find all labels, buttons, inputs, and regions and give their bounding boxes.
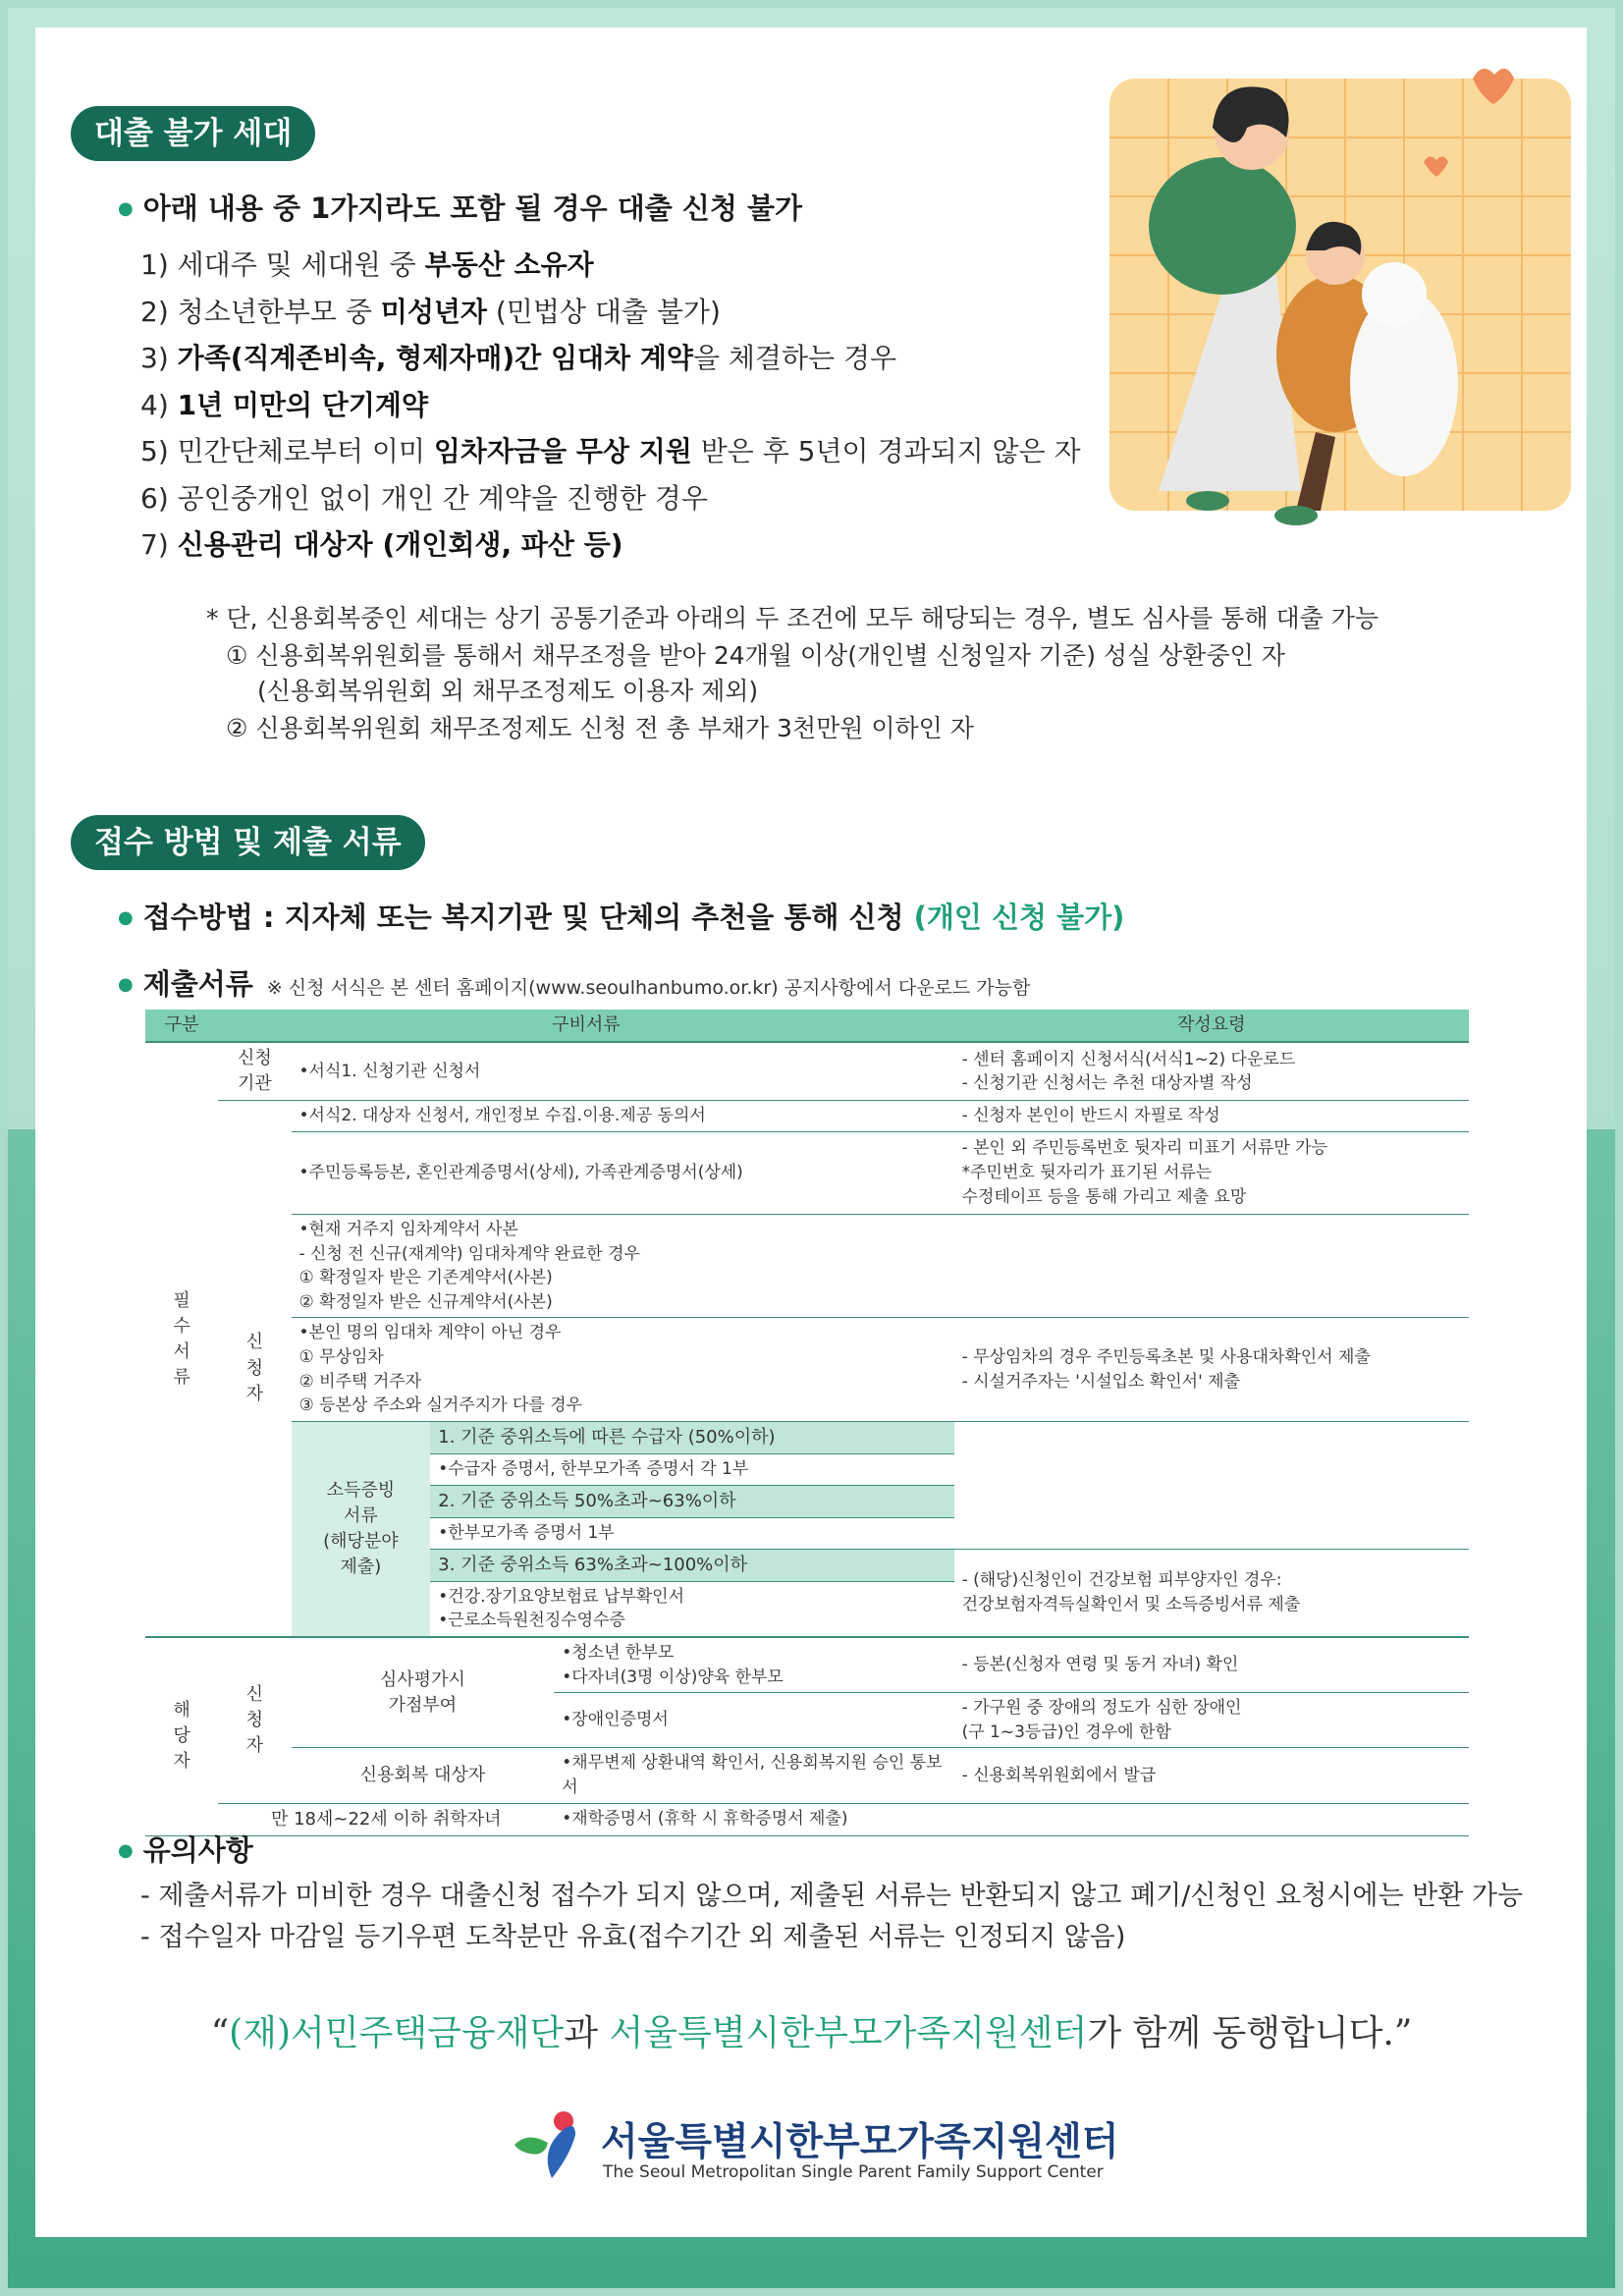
ineligible-heading: ● 아래 내용 중 1가지라도 포함 될 경우 대출 신청 불가 <box>118 187 802 227</box>
header-category: 구분 <box>145 1010 218 1042</box>
ineligible-item: 3) 가족(직계존비속, 형제자매)간 임대차 계약을 체결하는 경우 <box>140 342 897 374</box>
credit-doc: •채무변제 상환내역 확인서, 신용회복지원 승인 통보서 <box>554 1748 953 1803</box>
org-tip: - 센터 홈페이지 신청서식(서식1~2) 다운로드 - 신청기관 신청서는 추천 대상자별 작성 <box>954 1042 1469 1101</box>
org-label: 신청 기관 <box>218 1042 291 1101</box>
income-2-heading: 2. 기준 중위소득 50%초과~63%이하 <box>430 1485 953 1517</box>
ineligible-item: 5) 민간단체로부터 이미 임차자금을 무상 지원 받은 후 5년이 경과되지 않은 자 <box>140 435 1081 467</box>
credit-note-2: ② 신용회복위원회 채무조정제도 신청 전 총 부채가 3천만원 이하인 자 <box>226 714 974 742</box>
closing-quote: “(재)서민주택금융재단과 서울특별시한부모가족지원센터가 함께 동행합니다.” <box>210 2013 1413 2053</box>
r-tip2: - 본인 외 주민등록번호 뒷자리 미표기 서류만 가능 *주민번호 뒷자리가 표기된 서류는 수정테이프 등을 통해 가리고 제출 요망 <box>954 1131 1469 1214</box>
ineligible-item: 2) 청소년한부모 중 미성년자 (민법상 대출 불가) <box>140 295 721 328</box>
quote-org2: 서울특별시한부모가족지원센터 <box>609 2013 1088 2053</box>
r-tip4: - 무상임차의 경우 주민등록초본 및 사용대차확인서 제출 - 시설거주자는 '시설입소 확인서' 제출 <box>954 1318 1469 1422</box>
youth-doc: •재학증명서 (휴학 시 휴학증명서 제출) <box>554 1803 953 1835</box>
required-docs-label: 필 수 서 류 <box>145 1042 218 1637</box>
center-name: 서울특별시한부모가족지원센터 <box>601 2120 1119 2164</box>
income-2-doc: •한부모가족 증명서 1부 <box>430 1517 953 1549</box>
bonus-label: 심사평가시 가점부여 <box>292 1637 555 1748</box>
center-name-english: The Seoul Metropolitan Single Parent Family Support Center <box>603 2162 1104 2182</box>
org-doc: •서식1. 신청기관 신청서 <box>292 1042 954 1101</box>
bonus-doc1: •청소년 한부모 •다자녀(3명 이상)양육 한부모 <box>554 1637 953 1693</box>
documents-note: ※ 신청 서식은 본 센터 홈페이지(www.seoulhanbumo.or.kr) 공지사항에서 다운로드 가능함 <box>266 977 1031 999</box>
credit-note: * 단, 신용회복중인 세대는 상기 공통기준과 아래의 두 조건에 모두 해당되는 경우, 별도 심사를 통해 대출 가능 <box>206 604 1379 632</box>
ineligible-item: 1) 세대주 및 세대원 중 부동산 소유자 <box>140 248 594 281</box>
r-tip1: - 신청자 본인이 반드시 자필로 작성 <box>954 1101 1469 1132</box>
caution-1: - 제출서류가 미비한 경우 대출신청 접수가 되지 않으며, 제출된 서류는 반환되지 않고 폐기/신청인 요청시에는 반환 가능 <box>140 1881 1524 1911</box>
applicable-applicant-label: 신 청 자 <box>218 1637 291 1803</box>
income-3-doc: •건강.장기요양보험료 납부확인서 •근로소득원천징수영수증 <box>430 1581 953 1637</box>
bonus-tip2: - 가구원 중 장애의 정도가 심한 장애인 (구 1~3등급)인 경우에 한함 <box>954 1693 1469 1748</box>
ineligible-item: 4) 1년 미만의 단기계약 <box>140 388 429 421</box>
documents-heading: ● 제출서류 ※ 신청 서식은 본 센터 홈페이지(www.seoulhanbumo.or.kr) 공지사항에서 다운로드 가능함 <box>118 962 1030 1003</box>
bonus-doc2: •장애인증명서 <box>554 1693 953 1748</box>
credit-label: 신용회복 대상자 <box>292 1748 555 1803</box>
income-tip-empty <box>954 1422 1469 1549</box>
credit-tip: - 신용회복위원회에서 발급 <box>954 1748 1469 1803</box>
r-doc4: •본인 명의 임대차 계약이 아닌 경우 ① 무상임차 ② 비주택 거주자 ③ 등본상 주소와 실거주지가 다를 경우 <box>292 1318 954 1422</box>
credit-note-1b: (신용회복위원회 외 채무조정제도 이용자 제외) <box>257 677 759 705</box>
income-label: 소득증빙 서류 (해당분야 제출) <box>292 1422 431 1637</box>
ineligible-item: 7) 신용관리 대상자 (개인회생, 파산 등) <box>140 528 623 561</box>
ineligible-item: 6) 공인중개인 없이 개인 간 계약을 진행한 경우 <box>140 481 708 515</box>
cautions-heading: ● 유의사항 <box>118 1829 253 1869</box>
applicant-label: 신 청 자 <box>218 1101 291 1637</box>
r-doc3: •현재 거주지 임차계약서 사본 - 신청 전 신규(재계약) 임대차계약 완료한 경우 ① 확정일자 받은 기존계약서(사본) ② 확정일자 받은 신규계약서(사본) <box>292 1214 954 1318</box>
r-doc1: •서식2. 대상자 신청서, 개인정보 수집.이용.제공 동의서 <box>292 1101 954 1132</box>
center-logo-icon <box>513 2109 591 2180</box>
method-highlight: (개인 신청 불가) <box>913 901 1125 934</box>
youth-tip-empty <box>954 1803 1469 1835</box>
submission-method: ● 접수방법 : 지자체 또는 복지기관 및 단체의 추천을 통해 신청 (개인 신청 불가) <box>118 896 1124 936</box>
section-title-ineligible: 대출 불가 세대 <box>71 106 315 161</box>
youth-label: 만 18세~22세 이하 취학자녀 <box>218 1803 554 1835</box>
income-1-heading: 1. 기준 중위소득에 따른 수급자 (50%이하) <box>430 1422 953 1454</box>
mother-child-illustration-icon <box>1100 59 1591 530</box>
income-1-doc: •수급자 증명서, 한부모가족 증명서 각 1부 <box>430 1454 953 1486</box>
income-tip: - (해당)신청인이 건강보험 피부양자인 경우: 건강보험자격득실확인서 및 소득증빙서류 제출 <box>954 1549 1469 1637</box>
credit-note-1: ① 신용회복위원회를 통해서 채무조정을 받아 24개월 이상(개인별 신청일자 기준) 성실 상환중인 자 <box>226 641 1285 670</box>
applicable-label: 해 당 자 <box>145 1637 218 1835</box>
r-tip3-empty <box>954 1214 1469 1318</box>
documents-table <box>145 1010 1469 1836</box>
quote-org1: (재)서민주택금융재단 <box>229 2013 565 2053</box>
header-guide: 작성요령 <box>954 1010 1469 1042</box>
income-3-heading: 3. 기준 중위소득 63%초과~100%이하 <box>430 1549 953 1581</box>
header-documents: 구비서류 <box>218 1010 953 1042</box>
bonus-tip1: - 등본(신청자 연령 및 동거 자녀) 확인 <box>954 1637 1469 1693</box>
section-title-submission: 접수 방법 및 제출 서류 <box>71 815 425 870</box>
caution-2: - 접수일자 마감일 등기우편 도착분만 유효(접수기간 외 제출된 서류는 인정되지 않음) <box>140 1922 1126 1952</box>
r-doc2: •주민등록등본, 혼인관계증명서(상세), 가족관계증명서(상세) <box>292 1131 954 1214</box>
